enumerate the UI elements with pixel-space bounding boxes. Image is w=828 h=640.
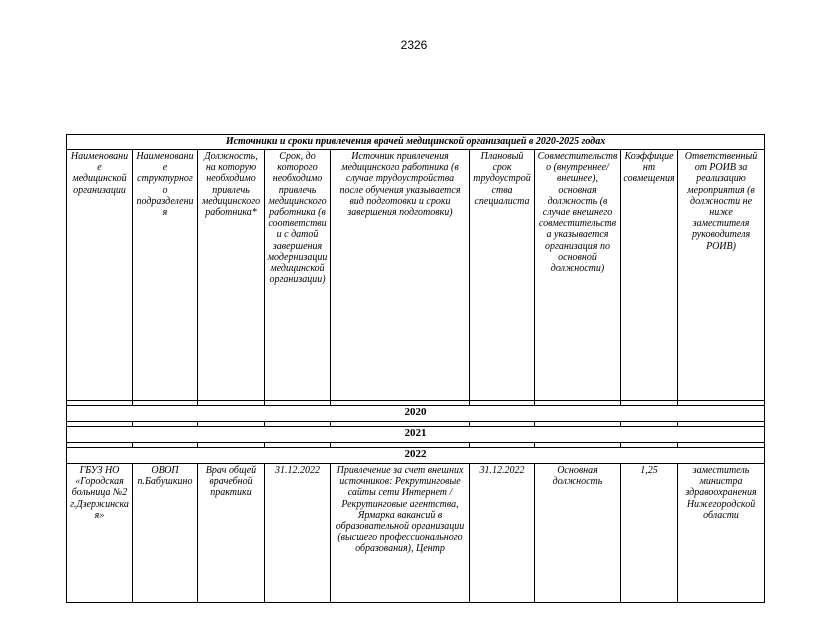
table-row xyxy=(67,464,765,603)
year-label: 2022 xyxy=(67,448,765,464)
year-row-2020 xyxy=(67,406,765,422)
header-cell-responsible: Ответственный от РОИВ за реализацию мероприятия (в должности не ниже заместителя руководителя РОИВ) xyxy=(678,150,765,401)
year-label: 2020 xyxy=(67,406,765,422)
cell-responsible: заместитель министра здравоохранения Нижегородской области xyxy=(678,464,765,603)
cell-combination: Основная должность xyxy=(535,464,621,603)
page-number: 2326 xyxy=(400,38,428,52)
year-row-2022 xyxy=(67,448,765,464)
header-row xyxy=(67,150,765,401)
header-cell-deadline: Срок, до которого необходимо привлечь медицинского работника (в соответствии с датой завершения модернизации медицинской организации) xyxy=(265,150,331,401)
cell-position: Врач общей врачебной практики xyxy=(198,464,265,603)
cell-source: Привлечение за счет внешних источников: Рекрутинговые сайты сети Интернет / Рекрутинговые агентства, Ярмарка вакансий в образовательной организации (высшего профессионального образования), Центр xyxy=(331,464,470,603)
table-caption: Источники и сроки привлечения врачей медицинской организацией в 2020-2025 годах xyxy=(67,135,765,150)
header-cell-source: Источник привлечения медицинского работника (в случае трудоустройства после обучения указывается вид подготовки и сроки завершения подготовки) xyxy=(331,150,470,401)
staffing-table xyxy=(66,134,765,603)
cell-division: ОВОП п.Бабушкино xyxy=(133,464,198,603)
year-row-2021 xyxy=(67,427,765,443)
header-cell-combination: Совместительство (внутреннее/внешнее), основная должность (в случае внешнего совместительства указывается организация по основной должности) xyxy=(535,150,621,401)
cell-planned-date: 31.12.2022 xyxy=(470,464,535,603)
cell-deadline: 31.12.2022 xyxy=(265,464,331,603)
header-cell-position: Должность, на которую необходимо привлечь медицинского работника* xyxy=(198,150,265,401)
header-cell-coefficient: Коэффициент совмещения xyxy=(621,150,678,401)
cell-coefficient: 1,25 xyxy=(621,464,678,603)
header-cell-org-name: Наименование медицинской организации xyxy=(67,150,133,401)
cell-org-name: ГБУЗ НО «Городская больница №2 г.Дзержинская» xyxy=(67,464,133,603)
year-label: 2021 xyxy=(67,427,765,443)
header-cell-planned-date: Плановый срок трудоустройства специалиста xyxy=(470,150,535,401)
header-cell-division: Наименование структурного подразделения xyxy=(133,150,198,401)
